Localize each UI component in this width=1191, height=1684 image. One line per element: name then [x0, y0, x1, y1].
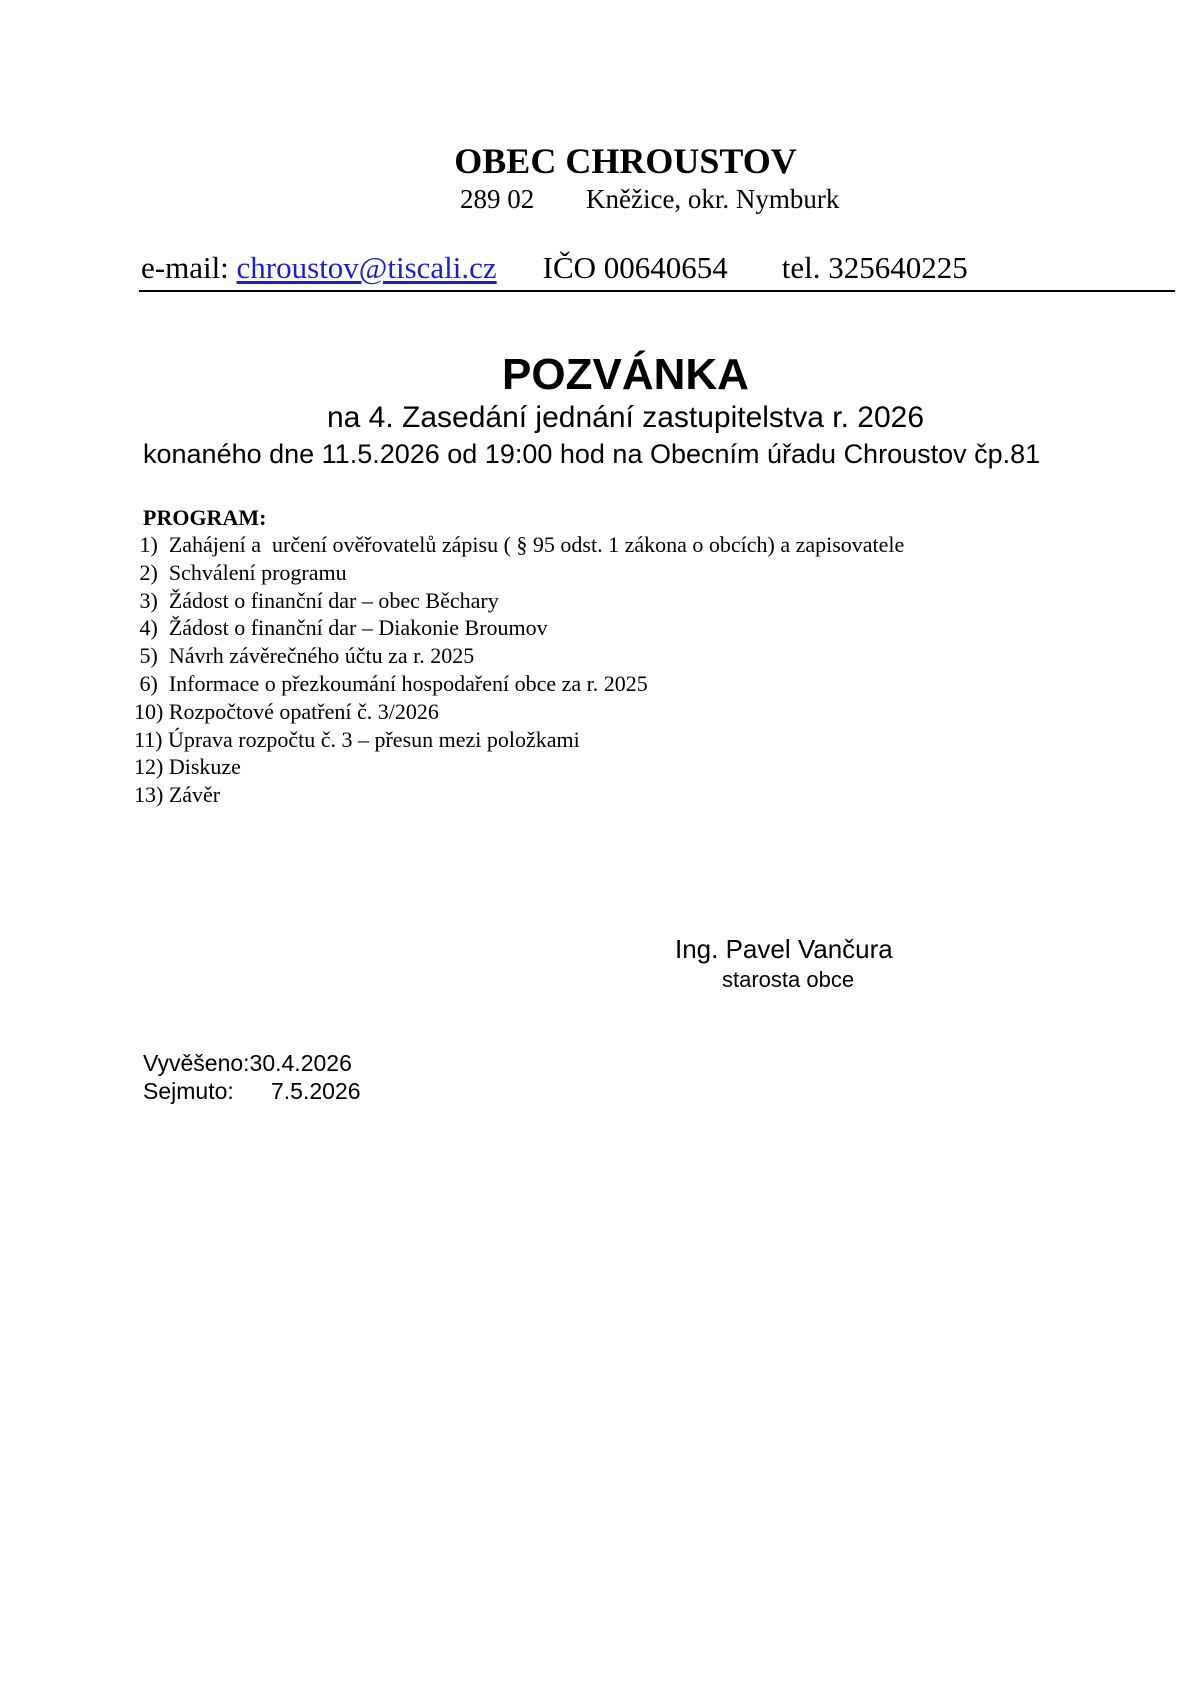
program-item: 12) Diskuze	[134, 754, 241, 780]
invitation-subtitle: na 4. Zasedání jednání zastupitelstva r. 2026	[326, 401, 925, 434]
removed-label: Sejmuto:	[143, 1078, 234, 1104]
email-link[interactable]: chroustov@tiscali.cz	[236, 250, 497, 285]
town-district: Kněžice, okr. Nymburk	[586, 184, 840, 214]
program-item: 4) Žádost o finanční dar – Diakonie Broumov	[134, 615, 548, 641]
program-item: 1) Zahájení a určení ověřovatelů zápisu ( § 95 odst. 1 zákona o obcích) a zapisovatele	[134, 532, 905, 557]
program-item: 2) Schválení programu	[134, 559, 347, 585]
invitation-title: POZVÁNKA	[502, 350, 749, 399]
contact-line	[141, 250, 968, 286]
meeting-details: konaného dne 11.5.2026 od 19:00 hod na Obecním úřadu Chroustov čp.81	[143, 439, 1041, 469]
signer-role: starosta obce	[722, 967, 855, 992]
posted-date-line	[143, 1049, 352, 1077]
email-label: e-mail:	[141, 250, 229, 285]
postal-code: 289 02	[460, 184, 535, 214]
program-item: 5) Návrh závěrečného účtu za r. 2025	[134, 643, 475, 669]
program-item: 13) Závěr	[134, 782, 221, 808]
program-heading: PROGRAM:	[143, 505, 267, 530]
program-item: 6) Informace o přezkoumání hospodaření obce za r. 2025	[134, 670, 648, 696]
phone-number: tel. 325640225	[781, 250, 968, 285]
removed-date-line	[143, 1077, 361, 1105]
organization-name: OBEC CHROUSTOV	[454, 141, 797, 181]
program-list	[134, 531, 904, 809]
header-divider	[139, 290, 1175, 292]
program-item: 3) Žádost o finanční dar – obec Běchary	[134, 587, 499, 613]
organization-address	[460, 183, 839, 215]
signer-name: Ing. Pavel Vančura	[675, 934, 893, 964]
posted-date: 30.4.2026	[249, 1050, 352, 1076]
program-item: 11) Úprava rozpočtu č. 3 – přesun mezi položkami	[134, 726, 580, 752]
removed-date: 7.5.2026	[271, 1078, 361, 1104]
company-id: IČO 00640654	[542, 250, 728, 285]
posted-label: Vyvěšeno:	[143, 1050, 250, 1076]
program-item: 10) Rozpočtové opatření č. 3/2026	[134, 698, 439, 724]
